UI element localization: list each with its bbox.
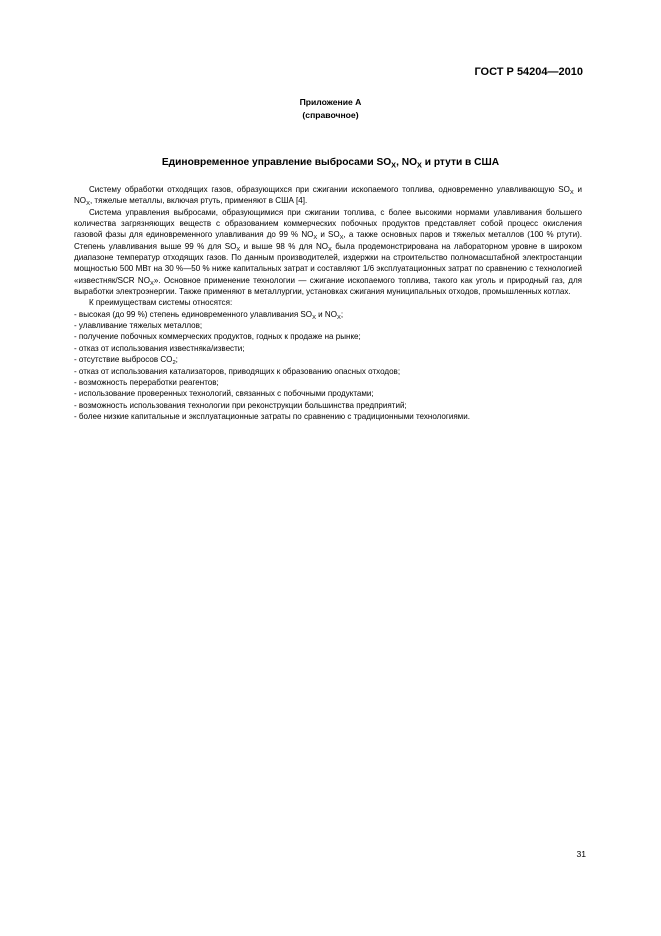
subscript: 2 bbox=[172, 360, 176, 367]
text-run: и NO bbox=[74, 185, 582, 206]
subscript: X bbox=[417, 160, 422, 170]
subscript: X bbox=[336, 314, 341, 321]
text-run: , а также основных паров и тяжелых металлов (100 % ртути). Степень улавливания выше 99 % для SO bbox=[74, 230, 582, 251]
text-run: - отсутствие выбросов CO bbox=[74, 355, 173, 365]
list-item: - использование проверенных технологий, связанных с побочными продуктами; bbox=[74, 389, 374, 399]
appendix-note: (справочное) bbox=[302, 109, 359, 120]
list-item: - возможность использования технологии при реконструкции большинства предприятий; bbox=[74, 400, 407, 410]
paragraph-system-description bbox=[74, 207, 582, 298]
subscript: X bbox=[86, 201, 90, 208]
standard-code: ГОСТ Р 54204—2010 bbox=[474, 66, 583, 78]
subscript: X bbox=[339, 235, 344, 242]
document-body bbox=[74, 184, 582, 422]
list-item bbox=[74, 354, 582, 365]
text-run: ; bbox=[340, 309, 344, 319]
page-number: 31 bbox=[576, 849, 586, 859]
text-run: и SO bbox=[317, 230, 340, 240]
subscript: X bbox=[236, 246, 241, 253]
text-run: и выше 98 % для NO bbox=[240, 241, 329, 251]
paragraph-intro bbox=[74, 184, 582, 207]
list-item: - возможность переработки реагентов; bbox=[74, 377, 219, 387]
list-item: - улавливание тяжелых металлов; bbox=[74, 321, 203, 331]
title-part: и ртути в США bbox=[421, 157, 500, 168]
section-title bbox=[0, 157, 661, 168]
text-run: Система управления выбросами, образующимися при сжигании топлива, с более высокими нормами улавливания большего количества загрязняющих веществ с образованием коммерческих побочных продуктов представляет собой процесс окисления газовой фазы для единовременного улавливания до 99 % NO bbox=[74, 207, 582, 240]
subscript: X bbox=[150, 280, 154, 287]
text-run: , тяжелые металлы, включая ртуть, применяют в США [4]. bbox=[89, 196, 308, 206]
text-run: была продемонстрирована на лабораторном уровне в широком диапазоне температур отходящих газов. По данным производителей, издержки на строительство полномасштабной электростанции мощностью 500 МВт на 30 %—50 % ниже капитальных затрат и составляют 1/6 эксплуатационных затрат по сравнению с технологией «известняк/SCR NO bbox=[74, 241, 582, 285]
subscript: X bbox=[313, 235, 318, 242]
subscript: X bbox=[328, 246, 332, 253]
list-item bbox=[74, 309, 582, 320]
text-run: - высокая (до 99 %) степень единовременного улавливания SO bbox=[74, 309, 313, 319]
text-run: ; bbox=[175, 355, 178, 365]
title-part: Единовременное управление выбросами SO bbox=[161, 157, 392, 168]
appendix-heading bbox=[0, 96, 661, 121]
text-run: Систему обработки отходящих газов, образующихся при сжигании ископаемого топлива, одновременно улавливающую SO bbox=[89, 185, 570, 194]
list-item: - отказ от использования катализаторов, приводящих к образованию опасных отходов; bbox=[74, 366, 401, 376]
title-part: , NO bbox=[396, 157, 418, 168]
subscript: X bbox=[312, 314, 316, 321]
appendix-label: Приложение А bbox=[299, 97, 362, 107]
list-item: - более низкие капитальные и эксплуатационные затраты по сравнению с традиционными технологиями. bbox=[74, 411, 470, 421]
list-item: - получение побочных коммерческих продуктов, годных к продаже на рынке; bbox=[74, 332, 361, 342]
advantages-list bbox=[74, 309, 582, 422]
paragraph-advantages-intro: К преимуществам системы относятся: bbox=[89, 298, 233, 308]
list-item: - отказ от использования известняка/извести; bbox=[74, 343, 245, 353]
subscript: X bbox=[569, 190, 574, 197]
text-run: ». Основное применение технологии — сжигание ископаемого топлива, такого как уголь и природный газ, для выработки электроэнергии. Также применяют в металлургии, установках сжигания муниципальных отходов, промышленных котлах. bbox=[74, 275, 582, 297]
subscript: X bbox=[391, 160, 397, 170]
text-run: и NO bbox=[315, 309, 337, 319]
